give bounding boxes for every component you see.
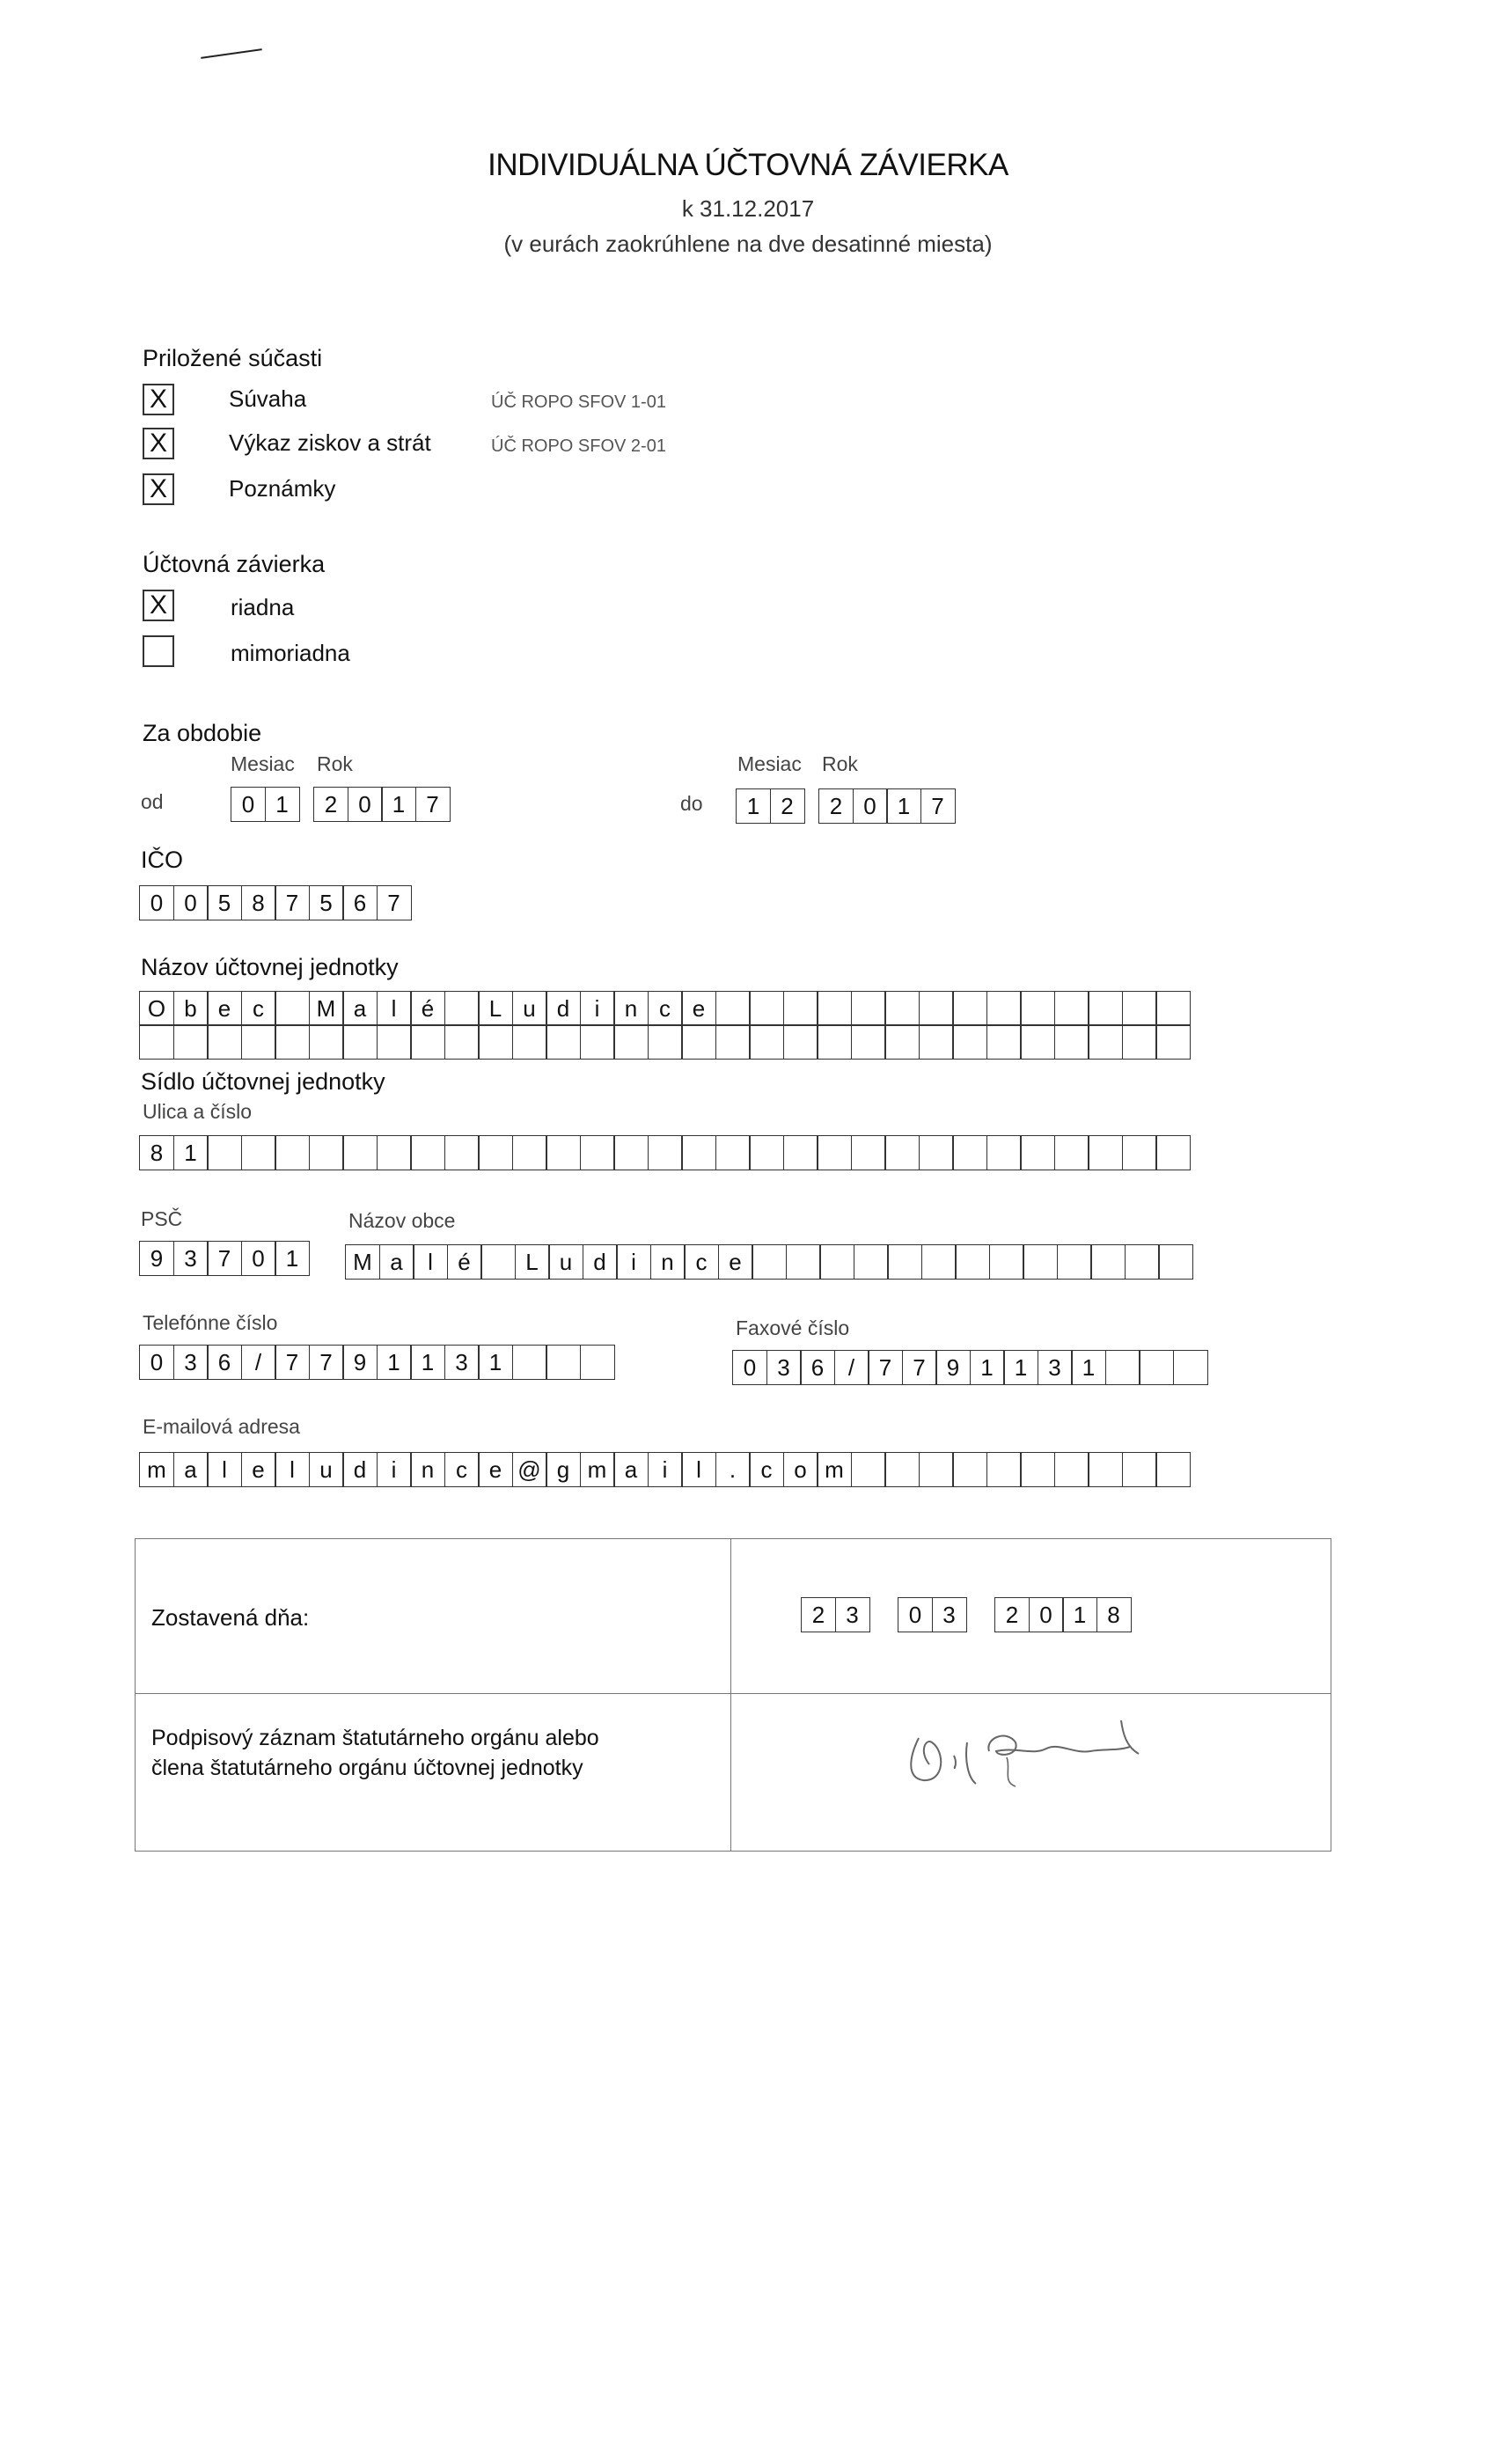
char-cell (919, 1452, 954, 1487)
char-cell: l (413, 1244, 448, 1280)
char-cell: e (241, 1452, 276, 1487)
char-cell: 1 (265, 787, 300, 822)
char-cell (377, 1024, 412, 1060)
char-cell (1122, 991, 1157, 1026)
char-cell: M (345, 1244, 380, 1280)
closing-type-label-regular: riadna (231, 594, 295, 620)
char-cell: / (241, 1345, 276, 1380)
char-cell (648, 1135, 683, 1170)
char-cell: 3 (766, 1350, 802, 1385)
char-cell: 7 (275, 1345, 310, 1380)
char-cell (749, 1024, 784, 1060)
char-cell (752, 1244, 787, 1280)
char-cell: g (546, 1452, 581, 1487)
char-cell: e (207, 991, 242, 1026)
attachment-checkbox-1[interactable]: X (143, 384, 174, 415)
char-cell: 9 (935, 1350, 971, 1385)
char-cell (1155, 991, 1191, 1026)
char-cell (478, 1135, 513, 1170)
signature-label-line-1: Podpisový záznam štatutárneho orgánu alebo (151, 1726, 599, 1750)
char-cell: 1 (1062, 1597, 1097, 1632)
char-cell (715, 1024, 751, 1060)
char-cell (887, 1244, 922, 1280)
city-field[interactable] (345, 1244, 1193, 1280)
char-cell (1125, 1244, 1160, 1280)
char-cell (783, 1024, 818, 1060)
char-cell (919, 1024, 954, 1060)
char-cell: 6 (800, 1350, 835, 1385)
char-cell (681, 1135, 716, 1170)
char-cell (1122, 1135, 1157, 1170)
char-cell: n (650, 1244, 686, 1280)
char-cell: 3 (444, 1345, 480, 1380)
attachment-label-3: Poznámky (229, 475, 336, 502)
char-cell: 1 (381, 787, 416, 822)
char-cell (986, 1135, 1022, 1170)
char-cell: 0 (348, 787, 383, 822)
char-cell (817, 991, 852, 1026)
pen-stroke-mark (201, 48, 262, 59)
char-cell: 1 (377, 1345, 412, 1380)
char-cell: a (379, 1244, 414, 1280)
char-cell (884, 1452, 920, 1487)
period-to-year-label: Rok (822, 752, 858, 775)
closing-type-label-extraordinary: mimoriadna (231, 640, 350, 666)
char-cell (986, 1452, 1022, 1487)
char-cell: é (447, 1244, 482, 1280)
char-cell (817, 1024, 852, 1060)
signature-table (135, 1538, 1331, 1852)
char-cell (1054, 1135, 1089, 1170)
char-cell (817, 1135, 852, 1170)
char-cell (444, 1024, 480, 1060)
char-cell (410, 1024, 445, 1060)
char-cell: 0 (732, 1350, 767, 1385)
period-heading: Za obdobie (143, 720, 262, 746)
char-cell (1155, 1024, 1191, 1060)
char-cell: 1 (1003, 1350, 1038, 1385)
char-cell (512, 1135, 547, 1170)
char-cell (884, 991, 920, 1026)
char-cell (546, 1345, 581, 1380)
char-cell: L (515, 1244, 550, 1280)
char-cell (1105, 1350, 1140, 1385)
table-row-divider (136, 1693, 1331, 1694)
char-cell (275, 1024, 310, 1060)
char-cell: 7 (377, 885, 412, 920)
char-cell (884, 1024, 920, 1060)
closing-type-checkbox-extraordinary[interactable] (143, 635, 174, 667)
char-cell: c (648, 991, 683, 1026)
char-cell (952, 1452, 987, 1487)
char-cell (1088, 1452, 1123, 1487)
char-cell: 7 (415, 787, 451, 822)
char-cell (1122, 1452, 1157, 1487)
char-cell (749, 991, 784, 1026)
period-to-month-field[interactable] (736, 788, 805, 824)
char-cell (546, 1135, 581, 1170)
closing-type-checkbox-regular[interactable]: X (143, 590, 174, 621)
char-cell: L (478, 991, 513, 1026)
char-cell: 2 (994, 1597, 1030, 1632)
char-cell: 2 (818, 788, 854, 824)
attachment-label-2: Výkaz ziskov a strát (229, 429, 431, 456)
char-cell (342, 1024, 378, 1060)
handwritten-signature (884, 1703, 1174, 1800)
period-to-year-field[interactable] (818, 788, 956, 824)
char-cell (884, 1135, 920, 1170)
char-cell: 8 (139, 1135, 174, 1170)
char-cell: 0 (173, 885, 209, 920)
char-cell (275, 991, 310, 1026)
char-cell: 3 (835, 1597, 870, 1632)
char-cell (786, 1244, 821, 1280)
char-cell (851, 1452, 886, 1487)
char-cell: u (309, 1452, 344, 1487)
ico-field[interactable] (139, 885, 412, 920)
char-cell: e (718, 1244, 753, 1280)
char-cell: c (684, 1244, 719, 1280)
char-cell: é (410, 991, 445, 1026)
char-cell: l (377, 991, 412, 1026)
char-cell: 6 (342, 885, 378, 920)
char-cell: i (648, 1452, 683, 1487)
char-cell (546, 1024, 581, 1060)
char-cell (1090, 1244, 1126, 1280)
char-cell: 7 (275, 885, 310, 920)
char-cell (1054, 1024, 1089, 1060)
char-cell (952, 991, 987, 1026)
char-cell (1020, 1452, 1055, 1487)
char-cell: O (139, 991, 174, 1026)
char-cell (580, 1345, 615, 1380)
char-cell: 9 (139, 1241, 174, 1276)
entity-name-field-line-2[interactable] (139, 1024, 1191, 1060)
char-cell (783, 991, 818, 1026)
char-cell (1173, 1350, 1208, 1385)
char-cell: @ (512, 1452, 547, 1487)
attachment-label-1: Súvaha (229, 385, 307, 412)
char-cell: l (207, 1452, 242, 1487)
char-cell: i (580, 991, 615, 1026)
char-cell (952, 1135, 987, 1170)
char-cell (1020, 1024, 1055, 1060)
char-cell (1054, 1452, 1089, 1487)
char-cell: u (548, 1244, 583, 1280)
char-cell (480, 1244, 516, 1280)
char-cell (986, 991, 1022, 1026)
period-from-month-field[interactable] (231, 787, 300, 822)
char-cell: 0 (139, 1345, 174, 1380)
compiled-day-field[interactable] (801, 1597, 870, 1632)
char-cell (207, 1024, 242, 1060)
char-cell: d (546, 991, 581, 1026)
char-cell: l (275, 1452, 310, 1487)
char-cell: 1 (478, 1345, 513, 1380)
char-cell: 7 (902, 1350, 937, 1385)
period-from-label: od (141, 790, 164, 813)
char-cell (478, 1024, 513, 1060)
signature-label-line-2: člena štatutárneho orgánu účtovnej jednotky (151, 1756, 583, 1780)
period-from-year-field[interactable] (313, 787, 451, 822)
closing-type-heading: Účtovná závierka (143, 551, 326, 577)
char-cell (377, 1135, 412, 1170)
char-cell: 2 (313, 787, 348, 822)
char-cell (613, 1024, 649, 1060)
char-cell (512, 1345, 547, 1380)
street-field[interactable] (139, 1135, 1191, 1170)
char-cell (444, 991, 480, 1026)
char-cell: 0 (241, 1241, 276, 1276)
char-cell: 1 (410, 1345, 445, 1380)
char-cell: i (377, 1452, 412, 1487)
char-cell (1023, 1244, 1058, 1280)
char-cell: d (583, 1244, 618, 1280)
period-from-year-label: Rok (317, 752, 353, 775)
period-to-month-label: Mesiac (737, 752, 802, 775)
psc-field[interactable] (139, 1241, 310, 1276)
char-cell: 3 (173, 1345, 209, 1380)
char-cell: a (613, 1452, 649, 1487)
char-cell: 6 (207, 1345, 242, 1380)
char-cell (1088, 991, 1123, 1026)
char-cell (851, 1024, 886, 1060)
char-cell: 9 (342, 1345, 378, 1380)
char-cell: 1 (736, 788, 771, 824)
fax-label: Faxové číslo (736, 1316, 850, 1339)
char-cell (1088, 1024, 1123, 1060)
char-cell: 0 (231, 787, 266, 822)
char-cell: n (410, 1452, 445, 1487)
attachment-checkbox-2[interactable]: X (143, 428, 174, 459)
char-cell: 0 (853, 788, 888, 824)
char-cell: 7 (309, 1345, 344, 1380)
char-cell: 3 (932, 1597, 967, 1632)
char-cell (444, 1135, 480, 1170)
document-title: INDIVIDUÁLNA ÚČTOVNÁ ZÁVIERKA (488, 148, 1008, 182)
char-cell: l (681, 1452, 716, 1487)
char-cell: 1 (970, 1350, 1005, 1385)
char-cell (275, 1135, 310, 1170)
char-cell: 1 (1071, 1350, 1106, 1385)
email-field[interactable] (139, 1452, 1191, 1487)
char-cell: 5 (207, 885, 242, 920)
char-cell: 7 (868, 1350, 903, 1385)
ico-label: IČO (141, 847, 184, 873)
char-cell: 0 (1029, 1597, 1064, 1632)
street-label: Ulica a číslo (143, 1100, 252, 1123)
char-cell: b (173, 991, 209, 1026)
char-cell: e (478, 1452, 513, 1487)
char-cell (952, 1024, 987, 1060)
char-cell (955, 1244, 990, 1280)
char-cell: e (681, 991, 716, 1026)
char-cell (919, 1135, 954, 1170)
char-cell (749, 1135, 784, 1170)
char-cell (783, 1135, 818, 1170)
char-cell (1155, 1135, 1191, 1170)
city-label: Názov obce (348, 1209, 456, 1232)
compiled-year-field[interactable] (994, 1597, 1132, 1632)
char-cell (989, 1244, 1024, 1280)
char-cell (1020, 991, 1055, 1026)
char-cell (580, 1135, 615, 1170)
char-cell (648, 1024, 683, 1060)
char-cell: . (715, 1452, 751, 1487)
char-cell (715, 1135, 751, 1170)
char-cell: 8 (1096, 1597, 1132, 1632)
char-cell (1020, 1135, 1055, 1170)
char-cell (309, 1024, 344, 1060)
char-cell (512, 1024, 547, 1060)
char-cell (1088, 1135, 1123, 1170)
char-cell: n (613, 991, 649, 1026)
char-cell: / (834, 1350, 869, 1385)
char-cell: a (173, 1452, 209, 1487)
entity-name-field-line-1[interactable] (139, 991, 1191, 1026)
char-cell (1139, 1350, 1174, 1385)
char-cell (1155, 1452, 1191, 1487)
char-cell (851, 991, 886, 1026)
char-cell: 2 (801, 1597, 836, 1632)
char-cell (819, 1244, 854, 1280)
char-cell (1057, 1244, 1092, 1280)
attachments-heading: Priložené súčasti (143, 345, 323, 371)
char-cell: c (241, 991, 276, 1026)
char-cell (580, 1024, 615, 1060)
entity-name-label: Názov účtovnej jednotky (141, 954, 399, 980)
phone-label: Telefónne číslo (143, 1311, 278, 1334)
char-cell (613, 1135, 649, 1170)
char-cell: 8 (241, 885, 276, 920)
char-cell (342, 1135, 378, 1170)
char-cell: c (444, 1452, 480, 1487)
currency-note: (v eurách zaokrúhlene na dve desatinné miesta) (503, 231, 993, 257)
char-cell: 7 (207, 1241, 242, 1276)
char-cell (854, 1244, 889, 1280)
char-cell: 7 (920, 788, 956, 824)
char-cell (241, 1135, 276, 1170)
compiled-month-field[interactable] (898, 1597, 967, 1632)
char-cell: a (342, 991, 378, 1026)
char-cell (715, 991, 751, 1026)
period-to-label: do (680, 792, 703, 815)
char-cell (851, 1135, 886, 1170)
char-cell: o (783, 1452, 818, 1487)
seat-label: Sídlo účtovnej jednotky (141, 1068, 385, 1095)
psc-label: PSČ (141, 1207, 183, 1230)
char-cell (309, 1135, 344, 1170)
char-cell: 2 (770, 788, 805, 824)
char-cell: 1 (275, 1241, 310, 1276)
attachment-code-2: ÚČ ROPO SFOV 2-01 (491, 436, 666, 456)
char-cell (207, 1135, 242, 1170)
phone-field[interactable] (139, 1345, 615, 1380)
char-cell: 1 (173, 1135, 209, 1170)
char-cell: 0 (898, 1597, 933, 1632)
char-cell: 3 (173, 1241, 209, 1276)
char-cell: c (749, 1452, 784, 1487)
char-cell (986, 1024, 1022, 1060)
email-label: E-mailová adresa (143, 1415, 300, 1438)
char-cell (410, 1135, 445, 1170)
char-cell (681, 1024, 716, 1060)
char-cell (139, 1024, 174, 1060)
char-cell: u (512, 991, 547, 1026)
char-cell (921, 1244, 957, 1280)
period-from-month-label: Mesiac (231, 752, 295, 775)
char-cell (241, 1024, 276, 1060)
char-cell: m (139, 1452, 174, 1487)
char-cell: d (342, 1452, 378, 1487)
char-cell (1122, 1024, 1157, 1060)
char-cell (173, 1024, 209, 1060)
fax-field[interactable] (732, 1350, 1208, 1385)
char-cell: m (580, 1452, 615, 1487)
char-cell: 0 (139, 885, 174, 920)
char-cell (1054, 991, 1089, 1026)
char-cell: 1 (886, 788, 921, 824)
char-cell: 5 (309, 885, 344, 920)
char-cell: 3 (1038, 1350, 1073, 1385)
char-cell: M (309, 991, 344, 1026)
char-cell: m (817, 1452, 852, 1487)
table-column-divider (730, 1539, 731, 1851)
attachment-checkbox-3[interactable]: X (143, 473, 174, 505)
char-cell (919, 991, 954, 1026)
date-line: k 31.12.2017 (681, 195, 815, 222)
compiled-date-label: Zostavená dňa: (151, 1604, 310, 1631)
char-cell (1158, 1244, 1193, 1280)
attachment-code-1: ÚČ ROPO SFOV 1-01 (491, 392, 666, 412)
char-cell: i (616, 1244, 651, 1280)
